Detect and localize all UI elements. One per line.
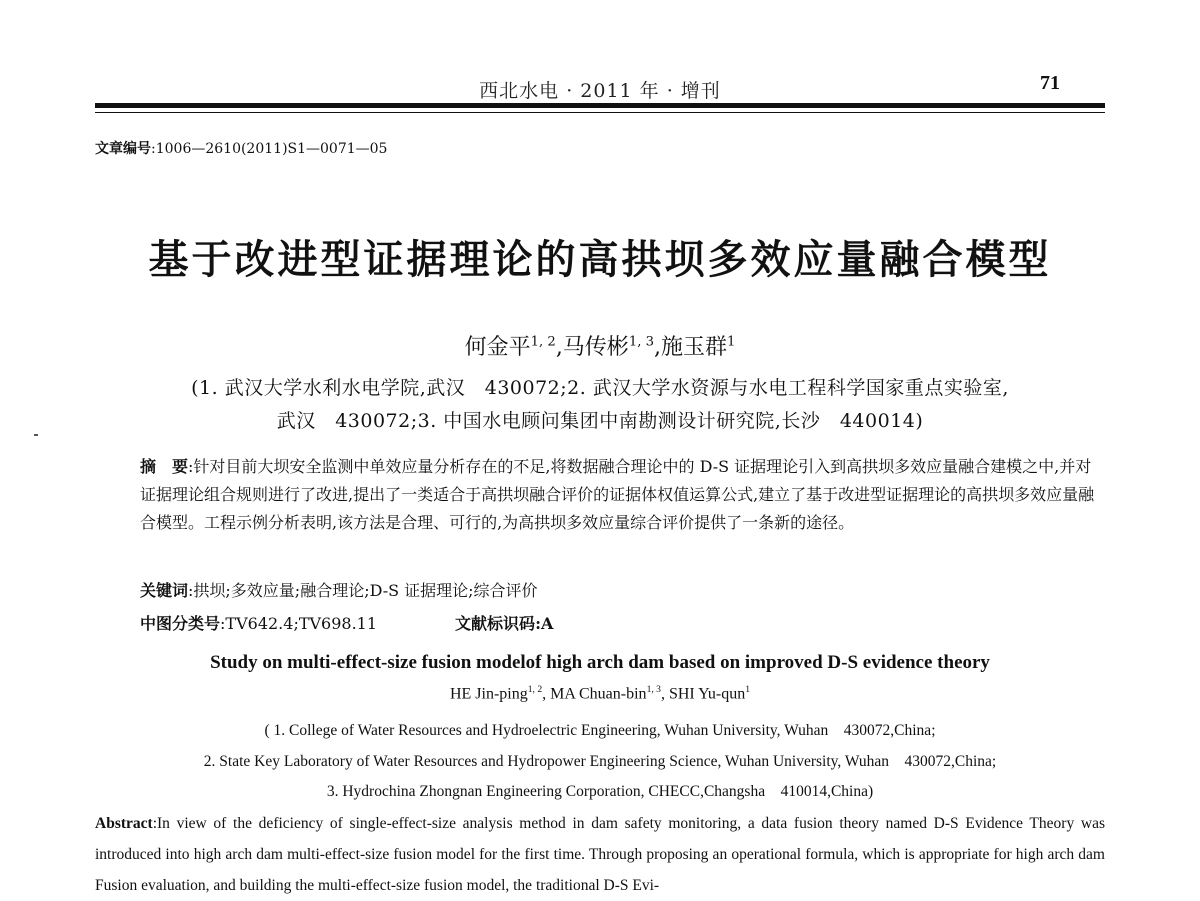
abstract-en-label: Abstract: [95, 815, 153, 832]
abstract-cn-label: 摘 要: [140, 457, 189, 476]
paper-title-cn: 基于改进型证据理论的高拱坝多效应量融合模型: [148, 237, 1052, 283]
author-3: ,施玉群: [653, 335, 727, 360]
clc-value: :TV642.4;TV698.11: [220, 614, 378, 633]
authors-en: [0, 684, 1200, 703]
author-1-sup: 1, 2: [530, 334, 556, 350]
affiliation-en-line-3: 3. Hydrochina Zhongnan Engineering Corporation, CHECC,Changsha 410014,China): [326, 783, 874, 800]
abstract-en-text: :In view of the deficiency of single-effect-size analysis method in dam safety monitoring, a data fusion theory named D-S Evidence Theory was introduced into high arch dam multi-effect-size fusion model for the first time. Through proposing an operational formula, which is appropriate for high arch dam Fusion evaluation, and building the multi-effect-size fusion model, the traditional D-S Evi-: [95, 815, 1105, 894]
affiliation-cn-line-2: 武汉 430072;3. 中国水电顾问集团中南勘测设计研究院,长沙 440014): [276, 410, 924, 432]
affiliation-en-line-2: 2. State Key Laboratory of Water Resources and Hydropower Engineering Science, Wuhan University, Wuhan 430072,China;: [203, 753, 997, 770]
author-en-1-sup: 1, 2: [527, 684, 543, 695]
page-number: 71: [1040, 72, 1060, 94]
keywords-cn-label: 关键词: [140, 581, 189, 600]
affiliation-cn-line-1: (1. 武汉大学水利水电学院,武汉 430072;2. 武汉大学水资源与水电工程科学国家重点实验室,: [191, 377, 1009, 399]
doc-code-value: :A: [535, 614, 554, 633]
author-en-2-sup: 1, 3: [646, 684, 661, 695]
header-rule-thin: [95, 112, 1105, 113]
author-2-sup: 1, 3: [628, 334, 654, 350]
keywords-cn: [140, 577, 1100, 605]
affiliation-en-line-1: ( 1. College of Water Resources and Hydroelectric Engineering, Wuhan University, Wuhan 430072,China;: [264, 722, 936, 739]
classification: [140, 610, 1100, 638]
author-3-sup: 1: [726, 334, 736, 350]
abstract-cn: [140, 453, 1100, 537]
doc-code-label: 文献标识码: [455, 614, 536, 633]
author-2: ,马传彬: [555, 335, 629, 360]
author-en-1: HE Jin-ping: [449, 685, 528, 703]
author-en-2: , MA Chuan-bin: [542, 685, 647, 703]
running-header: 西北水电 · 2011 年 · 增刊: [479, 80, 721, 102]
author-en-3-sup: 1: [745, 684, 751, 695]
abstract-cn-text: :针对目前大坝安全监测中单效应量分析存在的不足,将数据融合理论中的 D-S 证据理论引入到高拱坝多效应量融合建模之中,并对证据理论组合规则进行了改进,提出了一类适合于高拱坝融合评价的证据体权值运算公式,建立了基于改进型证据理论的高拱坝多效应量融合模型。工程示例分析表明,该方法是合理、可行的,为高拱坝多效应量综合评价提供了一条新的途径。: [140, 457, 1095, 532]
article-number: [95, 138, 387, 158]
article-number-value: :1006—2610(2011)S1—0071—05: [151, 141, 388, 157]
abstract-en: [95, 808, 1105, 901]
author-1: 何金平: [464, 335, 531, 360]
authors-cn: [0, 330, 1200, 361]
author-en-3: , SHI Yu-qun: [660, 685, 746, 703]
margin-mark: [34, 434, 38, 436]
paper-title-en: Study on multi-effect-size fusion modelof high arch dam based on improved D-S evidence theory: [210, 652, 990, 673]
clc-label: 中图分类号: [140, 614, 221, 633]
header-rule-thick: [95, 103, 1105, 108]
keywords-cn-text: :拱坝;多效应量;融合理论;D-S 证据理论;综合评价: [188, 581, 538, 600]
article-number-label: 文章编号: [95, 141, 151, 157]
